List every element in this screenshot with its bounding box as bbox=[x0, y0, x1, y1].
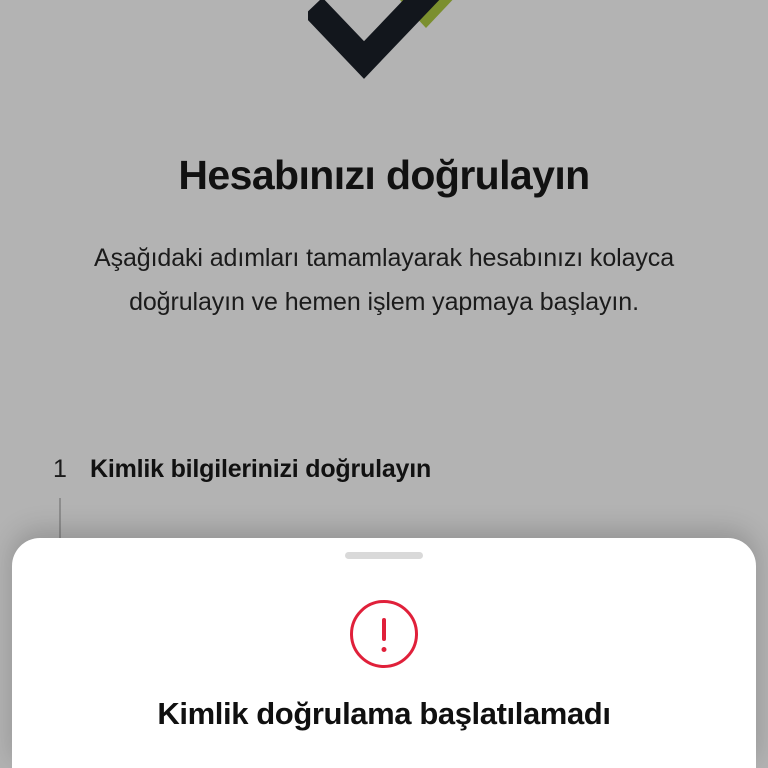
sheet-drag-handle[interactable] bbox=[345, 552, 423, 559]
exclamation-bar bbox=[382, 618, 386, 641]
green-black-checkmark-icon bbox=[308, 0, 468, 102]
sheet-title: Kimlik doğrulama başlatılamadı bbox=[157, 696, 611, 731]
checkmark-illustration bbox=[0, 0, 768, 112]
list-item[interactable] bbox=[40, 452, 740, 512]
exclamation-dot bbox=[382, 647, 387, 652]
step-label: Kimlik bilgilerinizi doğrulayın bbox=[90, 455, 432, 483]
page-description: Aşağıdaki adımları tamamlayarak hesabınızı kolayca doğrulayın ve hemen işlem yapmaya başlayın. bbox=[94, 244, 674, 316]
page-title: Hesabınızı doğrulayın bbox=[178, 152, 590, 198]
steps-list bbox=[40, 452, 740, 512]
error-exclamation-circle-icon bbox=[350, 600, 418, 668]
bottom-sheet bbox=[12, 538, 756, 768]
step-number: 1 bbox=[53, 455, 67, 483]
